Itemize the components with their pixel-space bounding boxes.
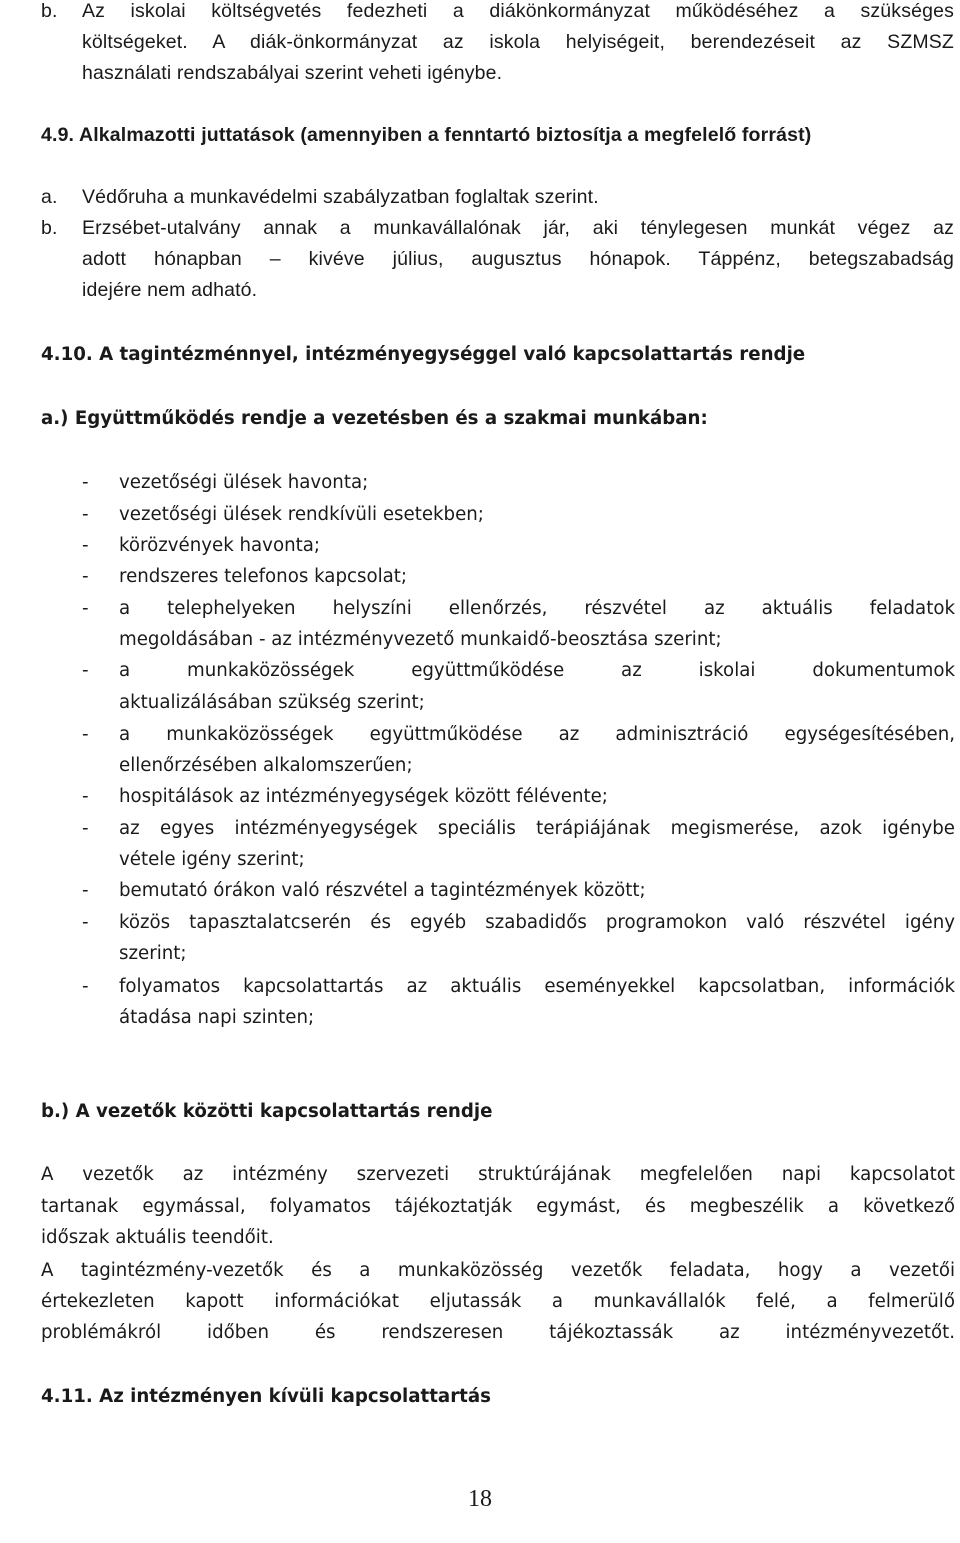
list-marker-b: b.	[41, 0, 58, 22]
section-heading-4-11: 4.11. Az intézményen kívüli kapcsolattartás	[41, 1386, 491, 1407]
list-marker-b: b.	[41, 217, 58, 239]
dash-bullet: -	[82, 566, 89, 587]
list-item: folyamatos kapcsolattartás az aktuális eseményekkel kapcsolatban, információk	[119, 976, 955, 997]
list-item-continuation: átadása napi szinten;	[119, 1007, 315, 1028]
list-item-continuation: vétele igény szerint;	[119, 849, 305, 870]
list-item: vezetőségi ülések rendkívüli esetekben;	[119, 504, 484, 525]
text-line: költségeket. A diák-önkormányzat az iskola helyiségeit, berendezéseit az SZMSZ	[82, 31, 954, 53]
list-item: a telephelyeken helyszíni ellenőrzés, részvétel az aktuális feladatok	[119, 598, 955, 619]
list-item: hospitálások az intézményegységek között félévente;	[119, 786, 608, 807]
list-item: vezetőségi ülések havonta;	[119, 472, 369, 493]
text-line: értekezleten kapott információkat eljutassák a munkavállalók felé, a felmerülő	[41, 1291, 955, 1312]
list-item: közös tapasztalatcserén és egyéb szabadidős programokon való részvétel igény	[119, 912, 955, 933]
dash-bullet: -	[82, 504, 89, 525]
list-item-continuation: szerint;	[119, 943, 187, 964]
text-line: A tagintézmény-vezetők és a munkaközösség vezetők feladata, hogy a vezetői	[41, 1260, 955, 1281]
subsection-heading-a: a.) Együttműködés rendje a vezetésben és a szakmai munkában:	[41, 408, 708, 429]
list-item: a munkaközösségek együttműködése az iskolai dokumentumok	[119, 660, 955, 681]
section-heading-4-9: 4.9. Alkalmazotti juttatások (amennyiben a fenntartó biztosítja a megfelelő forrást)	[41, 124, 812, 146]
list-item: bemutató órákon való részvétel a tagintézmények között;	[119, 880, 646, 901]
list-item: körözvények havonta;	[119, 535, 321, 556]
text-line: Az iskolai költségvetés fedezheti a diákönkormányzat működéséhez a szükséges	[82, 0, 954, 22]
list-item: a munkaközösségek együttműködése az adminisztráció egységesítésében,	[119, 724, 955, 745]
dash-bullet: -	[82, 472, 89, 493]
dash-bullet: -	[82, 818, 89, 839]
list-item-continuation: ellenőrzésében alkalomszerűen;	[119, 755, 413, 776]
dash-bullet: -	[82, 912, 89, 933]
dash-bullet: -	[82, 880, 89, 901]
page-number: 18	[468, 1486, 492, 1512]
subsection-heading-b: b.) A vezetők közötti kapcsolattartás rendje	[41, 1101, 493, 1122]
list-marker-a: a.	[41, 186, 58, 208]
list-item: az egyes intézményegységek speciális terápiájának megismerése, azok igénybe	[119, 818, 955, 839]
text-line: A vezetők az intézmény szervezeti struktúrájának megfelelően napi kapcsolatot	[41, 1164, 955, 1185]
text-line: időszak aktuális teendőit.	[41, 1227, 274, 1248]
list-item-continuation: aktualizálásában szükség szerint;	[119, 692, 425, 713]
dash-bullet: -	[82, 724, 89, 745]
text-line: tartanak egymással, folyamatos tájékoztatják egymást, és megbeszélik a következő	[41, 1196, 955, 1217]
text-line: problémákról időben és rendszeresen tájékoztassák az intézményvezetőt.	[41, 1322, 955, 1343]
text-line: használati rendszabályai szerint veheti igénybe.	[82, 62, 503, 84]
dash-bullet: -	[82, 598, 89, 619]
list-item-continuation: megoldásában - az intézményvezető munkaidő-beosztása szerint;	[119, 629, 722, 650]
section-heading-4-10: 4.10. A tagintézménnyel, intézményegységgel való kapcsolattartás rendje	[41, 344, 806, 365]
list-item: rendszeres telefonos kapcsolat;	[119, 566, 408, 587]
text-line: idejére nem adható.	[82, 279, 258, 301]
dash-bullet: -	[82, 660, 89, 681]
text-line: adott hónapban – kivéve július, augusztus hónapok. Táppénz, betegszabadság	[82, 248, 954, 270]
dash-bullet: -	[82, 786, 89, 807]
text-line: Erzsébet-utalvány annak a munkavállalónak jár, aki ténylegesen munkát végez az	[82, 217, 954, 239]
list-item-a: Védőruha a munkavédelmi szabályzatban foglaltak szerint.	[82, 186, 599, 208]
dash-bullet: -	[82, 976, 89, 997]
dash-bullet: -	[82, 535, 89, 556]
